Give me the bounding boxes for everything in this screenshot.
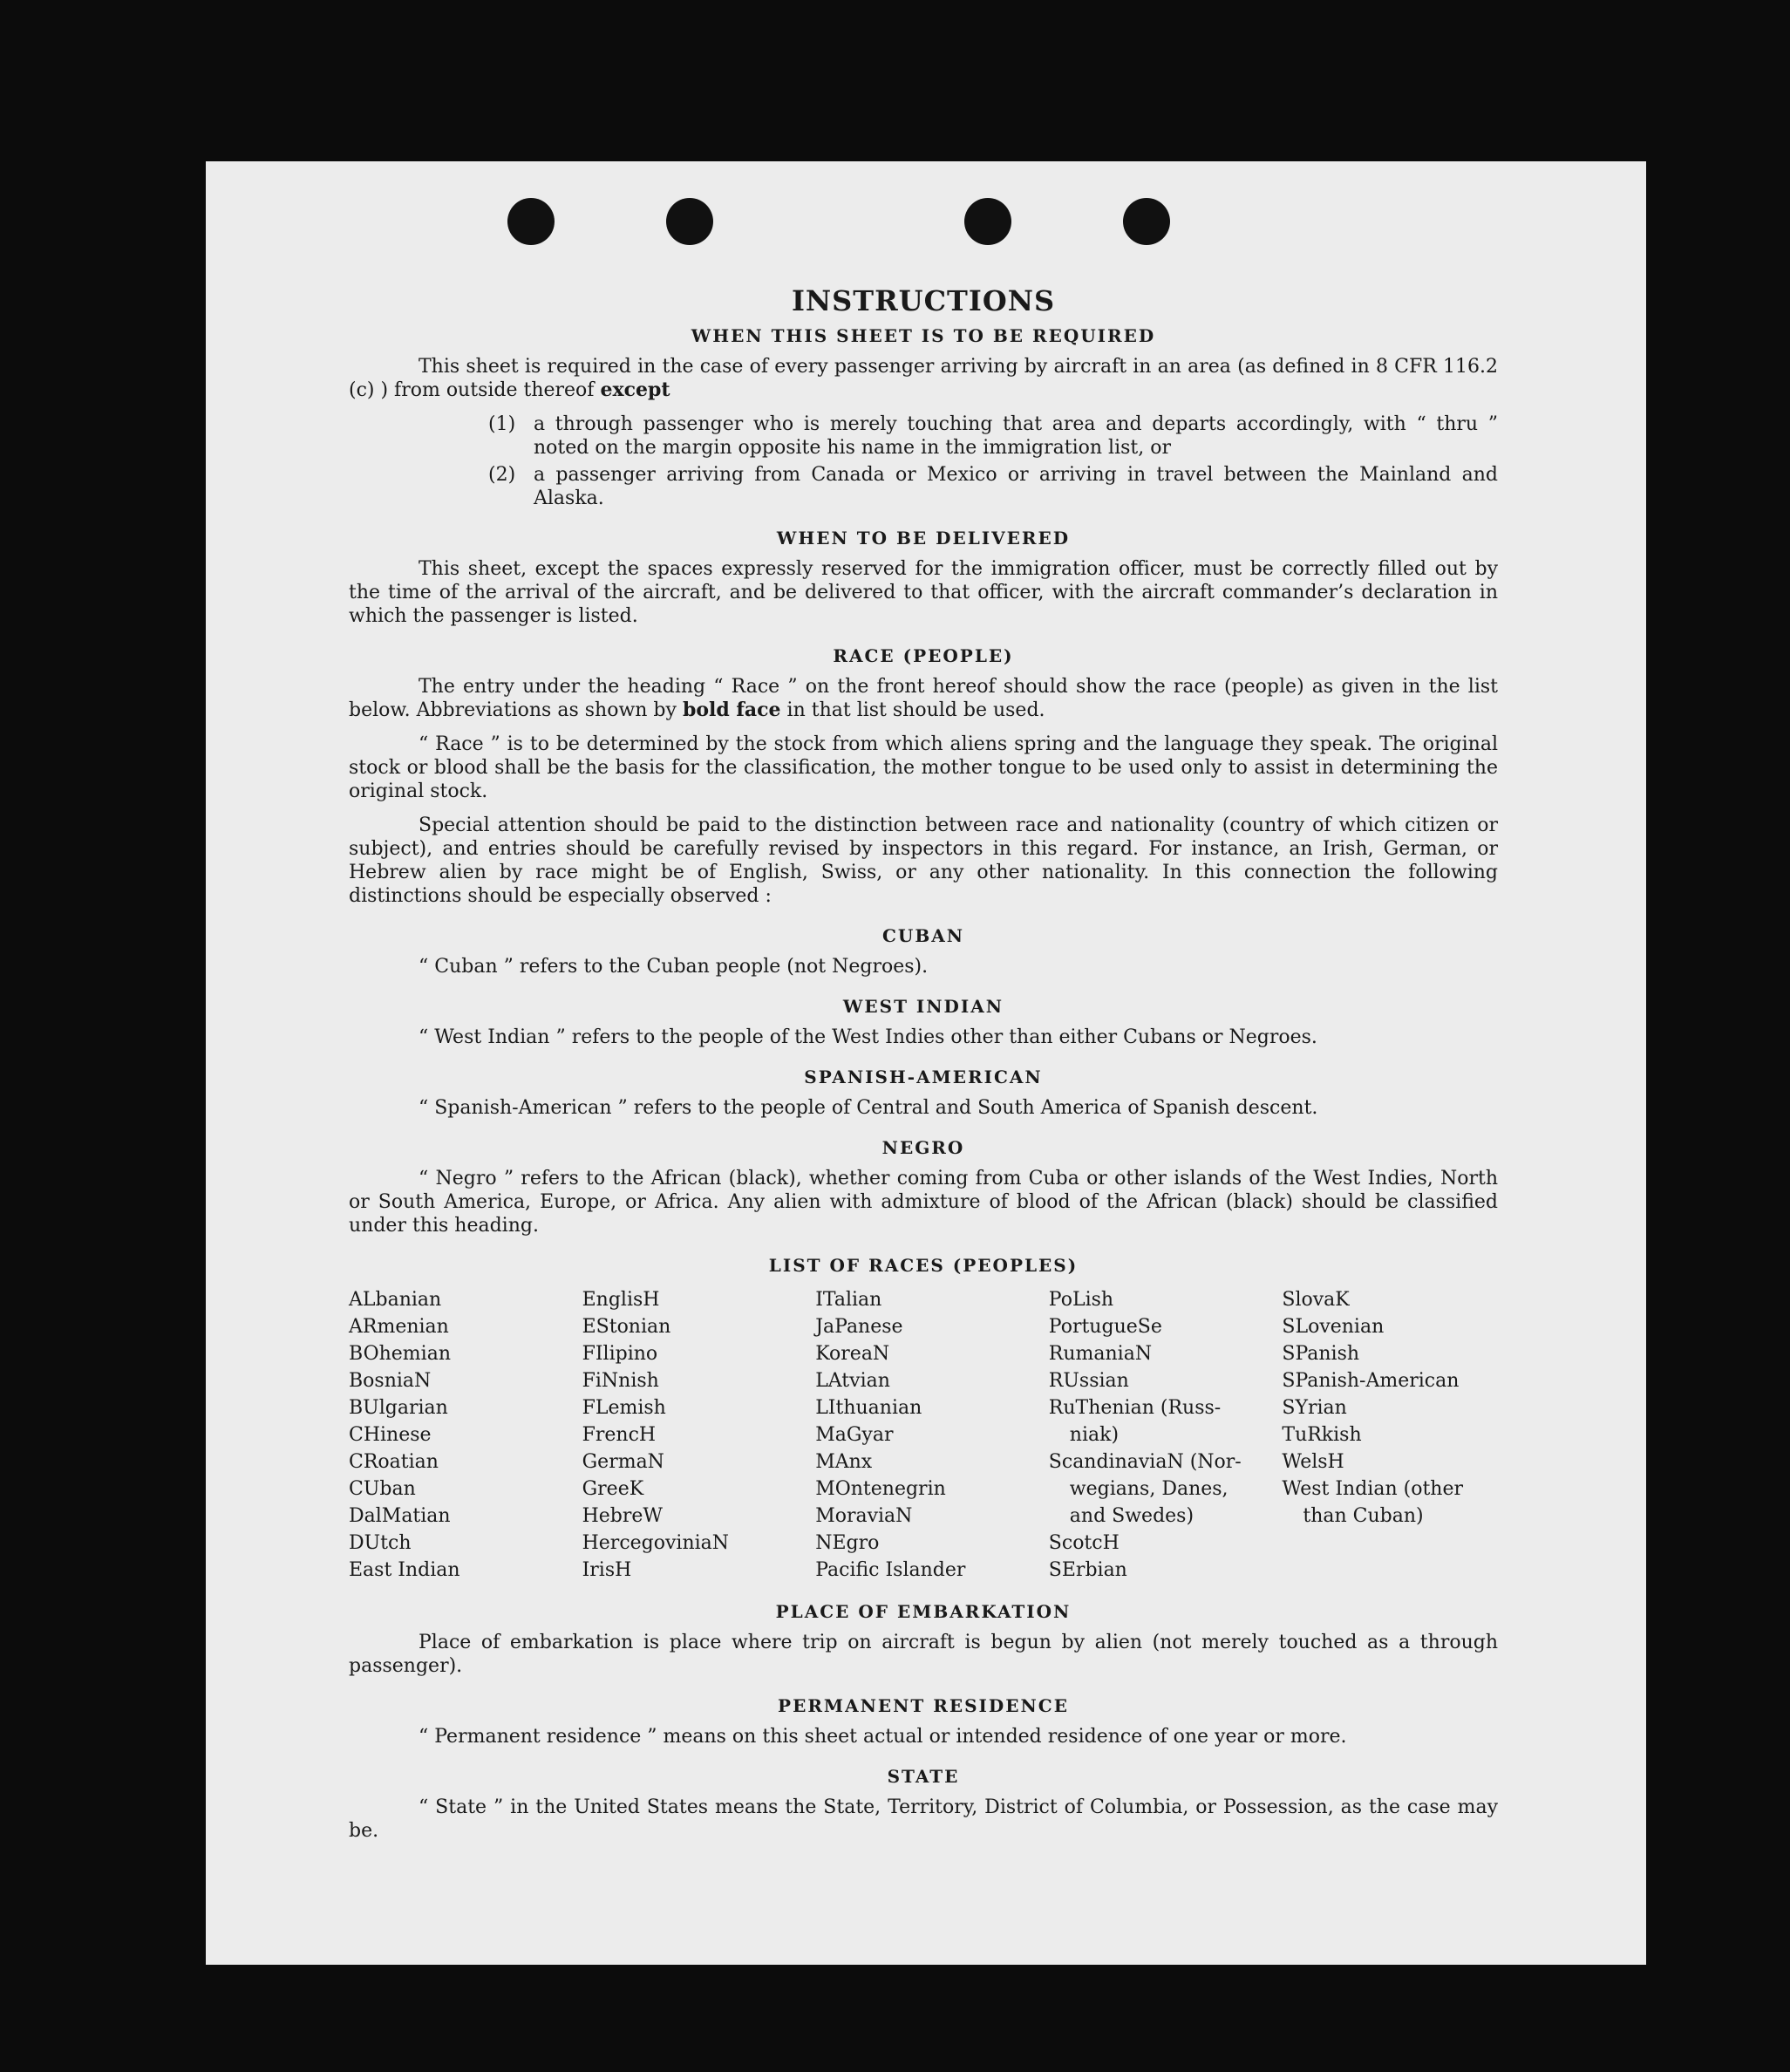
embarkation-text: Place of embarkation is place where trip on aircraft is begun by alien (not merely touched as a through passenger). (349, 1632, 1498, 1677)
race-item: RumaniaN (1048, 1343, 1153, 1365)
race-item: ScandinaviaN (Nor- (1048, 1451, 1242, 1473)
race-item: DUtch (349, 1532, 412, 1554)
race-item: East Indian (349, 1559, 460, 1581)
race-item: EnglisH (582, 1289, 660, 1311)
west-indian-text: “ West Indian ” refers to the people of the West Indies other than either Cubans or Negroes. (419, 1026, 1317, 1048)
punch-hole (666, 198, 713, 245)
race-item: RuThenian (Russ- (1048, 1397, 1222, 1419)
races-column-1 (349, 1286, 565, 1584)
race-item: GreeK (582, 1478, 644, 1500)
race-item: MAnx (815, 1451, 873, 1473)
race-item: PoLish (1048, 1289, 1114, 1311)
race-item: KoreaN (815, 1343, 890, 1365)
race-item: IrisH (582, 1559, 632, 1581)
race-item: SYrian (1282, 1397, 1347, 1419)
race-item: TuRkish (1282, 1424, 1362, 1446)
required-intro: This sheet is required in the case of every passenger arriving by aircraft in an area (as defined in 8 CFR 116.2 (c) ) from outside thereof except (349, 356, 1498, 401)
heading-race: RACE (PEOPLE) (833, 645, 1014, 666)
race-item-continued: than Cuban) (1303, 1505, 1424, 1527)
heading-cuban: CUBAN (881, 925, 965, 946)
punch-hole (507, 198, 555, 245)
race-item: ARmenian (349, 1316, 449, 1338)
race-paragraph-3: Special attention should be paid to the distinction between race and nationality (country of which citizen or subject), and entries should be carefully revised by inspectors in this regard. For instance, an Irish, German, or Hebrew alien by race might be of English, Swiss, or any other nationality. In this connection the following distinctions should be especially observed : (349, 814, 1498, 907)
race-item: SErbian (1048, 1559, 1127, 1581)
race-item: FrencH (582, 1424, 657, 1446)
delivered-text: This sheet, except the spaces expressly reserved for the immigration officer, must be correctly filled out by the time of the arrival of the aircraft, and be delivered to that officer, with the aircraft commander’s declaration in which the passenger is listed. (349, 558, 1498, 627)
race-item: ITalian (815, 1289, 882, 1311)
race-item: HebreW (582, 1505, 664, 1527)
races-column-4 (1049, 1286, 1265, 1584)
page-title: INSTRUCTIONS (791, 284, 1056, 317)
residence-text: “ Permanent residence ” means on this sheet actual or intended residence of one year or more. (419, 1726, 1347, 1748)
race-item: WelsH (1282, 1451, 1344, 1473)
race-item: PortugueSe (1048, 1316, 1162, 1338)
race-item: CUban (349, 1478, 416, 1500)
race-item: BosniaN (349, 1370, 432, 1392)
punch-hole (1123, 198, 1170, 245)
state-text: “ State ” in the United States means the State, Territory, District of Columbia, or Possession, as the case may be. (349, 1796, 1498, 1842)
race-item: MoraviaN (815, 1505, 913, 1527)
heading-list-of-races: LIST OF RACES (PEOPLES) (768, 1255, 1079, 1276)
race-item: MaGyar (815, 1424, 894, 1446)
race-item: BUlgarian (349, 1397, 448, 1419)
race-item: RUssian (1048, 1370, 1129, 1392)
race-item-continued: niak) (1069, 1424, 1120, 1446)
heading-embarkation: PLACE OF EMBARKATION (775, 1601, 1072, 1622)
races-column-2 (582, 1286, 799, 1584)
race-item: FiNnish (582, 1370, 659, 1392)
race-item: JaPanese (815, 1316, 903, 1338)
race-paragraph-1: The entry under the heading “ Race ” on the front hereof should show the race (people) as given in the list below. Abbreviations as shown by bold face in that list should be used. (349, 676, 1498, 721)
race-item: ALbanian (349, 1289, 442, 1311)
heading-negro: NEGRO (881, 1137, 965, 1158)
race-item: MOntenegrin (815, 1478, 946, 1500)
heading-required: WHEN THIS SHEET IS TO BE REQUIRED (691, 325, 1156, 346)
race-item: ScotcH (1048, 1532, 1120, 1554)
heading-spanish-american: SPANISH-AMERICAN (804, 1067, 1043, 1087)
race-item: SLovenian (1282, 1316, 1385, 1338)
race-item: LIthuanian (815, 1397, 922, 1419)
heading-delivered: WHEN TO BE DELIVERED (776, 528, 1071, 549)
race-item-continued: and Swedes) (1069, 1505, 1194, 1527)
race-item: West Indian (other (1282, 1478, 1463, 1500)
race-item: GermaN (582, 1451, 664, 1473)
document-sheet (206, 161, 1646, 1965)
races-column-3 (815, 1286, 1031, 1584)
cuban-text: “ Cuban ” refers to the Cuban people (not Negroes). (419, 956, 929, 978)
race-item: CHinese (349, 1424, 432, 1446)
races-column-5 (1282, 1286, 1498, 1584)
race-item: Pacific Islander (815, 1559, 966, 1581)
clause-1: (1) a through passenger who is merely touching that area and departs accordingly, with “ thru ” noted on the margin opposite his name in the immigration list, or (488, 413, 1498, 459)
heading-state: STATE (887, 1766, 960, 1787)
race-item: LAtvian (815, 1370, 890, 1392)
race-item: HercegoviniaN (582, 1532, 730, 1554)
race-item: EStonian (582, 1316, 671, 1338)
clause-2: (2) a passenger arriving from Canada or Mexico or arriving in travel between the Mainland and Alaska. (488, 464, 1498, 509)
races-list (349, 1286, 1498, 1584)
race-item: NEgro (815, 1532, 880, 1554)
race-item: SPanish (1282, 1343, 1360, 1365)
race-item: FIlipino (582, 1343, 658, 1365)
heading-west-indian: WEST INDIAN (842, 996, 1004, 1017)
race-item: CRoatian (349, 1451, 439, 1473)
race-item: SPanish-American (1282, 1370, 1460, 1392)
punch-hole (964, 198, 1011, 245)
race-item: FLemish (582, 1397, 666, 1419)
heading-residence: PERMANENT RESIDENCE (778, 1695, 1069, 1716)
instructions-body (349, 283, 1498, 1853)
negro-text: “ Negro ” refers to the African (black), whether coming from Cuba or other islands of the West Indies, North or South America, Europe, or Africa. Any alien with admixture of blood of the African (black) should be classified under this heading. (349, 1168, 1498, 1237)
race-item-continued: wegians, Danes, (1069, 1478, 1228, 1500)
race-item: DalMatian (349, 1505, 451, 1527)
race-item: SlovaK (1282, 1289, 1350, 1311)
race-paragraph-2: “ Race ” is to be determined by the stock from which aliens spring and the language they speak. The original stock or blood shall be the basis for the classification, the mother tongue to be used only to assist in determining the original stock. (349, 733, 1498, 802)
race-item: BOhemian (349, 1343, 451, 1365)
spanish-american-text: “ Spanish-American ” refers to the people of Central and South America of Spanish descent. (419, 1097, 1318, 1119)
